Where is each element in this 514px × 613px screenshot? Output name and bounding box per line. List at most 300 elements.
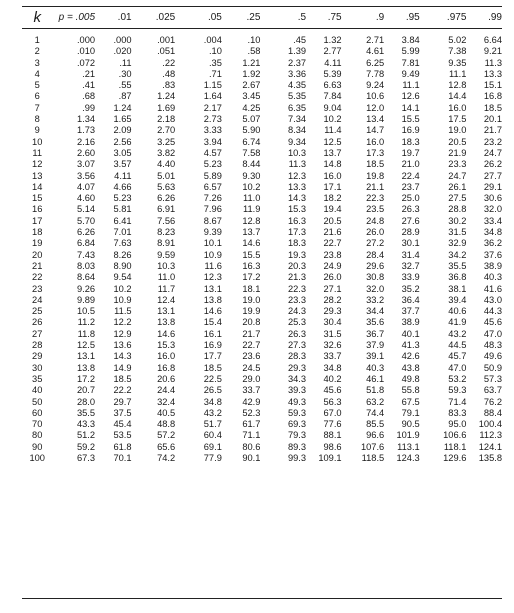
value-cell: 5.39: [323, 68, 342, 79]
value-cell: 6.26: [157, 193, 176, 204]
value-cell: .87: [118, 91, 132, 102]
value-cell: 56.3: [323, 396, 342, 407]
p-header: .9: [375, 11, 385, 23]
value-cell: 22.2: [113, 385, 132, 396]
value-cell: 74.2: [157, 452, 176, 463]
value-cell: 59.3: [448, 385, 467, 396]
table-row: [22, 442, 502, 453]
value-cell: 49.8: [401, 373, 420, 384]
value-cell: 60.4: [203, 430, 222, 441]
value-cell: 21.7: [242, 328, 261, 339]
value-cell: 15.1: [483, 80, 502, 91]
value-cell: 14.6: [242, 238, 261, 249]
value-cell: 17.2: [76, 373, 96, 384]
k-cell: 5: [34, 80, 40, 91]
k-cell: 3: [34, 57, 40, 68]
value-cell: 17.3: [366, 147, 385, 158]
k-cell: 6: [34, 91, 40, 102]
value-cell: 1.69: [157, 102, 176, 113]
value-cell: 10.2: [113, 283, 132, 294]
value-cell: 19.9: [242, 306, 261, 317]
value-cell: 26.3: [401, 204, 420, 215]
value-cell: 30.8: [366, 272, 385, 283]
value-cell: 101.9: [396, 430, 420, 441]
value-cell: 11.0: [243, 193, 261, 204]
value-cell: .35: [208, 57, 222, 68]
value-cell: 11.1: [448, 68, 467, 79]
value-cell: 37.6: [483, 249, 502, 260]
value-cell: 9.49: [401, 68, 420, 79]
value-cell: 107.6: [360, 441, 385, 452]
value-cell: 69.3: [287, 419, 307, 430]
value-cell: 13.8: [76, 362, 96, 373]
value-cell: 70.1: [113, 452, 132, 463]
value-cell: .001: [157, 35, 176, 45]
value-cell: 8.44: [242, 159, 261, 170]
k-cell: 17: [32, 215, 43, 226]
value-cell: 100.4: [478, 419, 502, 430]
k-cell: 28: [32, 340, 43, 351]
value-cell: 13.3: [287, 181, 307, 192]
value-cell: 13.3: [483, 68, 502, 79]
value-cell: 106.6: [443, 430, 467, 441]
value-cell: 50.9: [483, 362, 502, 373]
table-row: [22, 148, 502, 159]
value-cell: 8.91: [157, 238, 176, 249]
value-cell: 7.81: [401, 57, 420, 68]
k-cell: 25: [32, 306, 43, 317]
value-cell: 124.1: [478, 441, 502, 452]
value-cell: 17.3: [287, 227, 307, 238]
value-cell: 16.3: [287, 215, 307, 226]
value-cell: 45.7: [448, 351, 467, 362]
value-cell: 7.34: [287, 114, 307, 125]
value-cell: 14.9: [113, 362, 132, 373]
table-row: [22, 397, 502, 408]
value-cell: 13.4: [366, 114, 385, 125]
header-row: [22, 7, 502, 27]
value-cell: 1.32: [323, 35, 342, 45]
value-cell: 18.5: [203, 362, 222, 373]
value-cell: 37.9: [366, 340, 385, 351]
k-cell: 14: [32, 181, 43, 192]
value-cell: 7.56: [157, 215, 176, 226]
value-cell: 36.7: [366, 328, 385, 339]
table-row: [22, 69, 502, 80]
value-cell: .45: [293, 35, 307, 45]
value-cell: 4.35: [287, 80, 307, 91]
value-cell: 74.4: [366, 407, 385, 418]
value-cell: 7.38: [448, 46, 467, 57]
k-cell: 2: [34, 46, 40, 57]
value-cell: 20.3: [287, 260, 307, 271]
value-cell: .000: [76, 35, 96, 45]
value-cell: 3.57: [113, 159, 132, 170]
k-cell: 8: [34, 114, 40, 125]
value-cell: 1.65: [113, 114, 132, 125]
value-cell: 2.18: [157, 114, 176, 125]
value-cell: 30.1: [401, 238, 420, 249]
value-cell: .051: [157, 46, 176, 57]
value-cell: 19.7: [401, 147, 420, 158]
k-cell: 35: [32, 373, 43, 384]
value-cell: 13.1: [76, 351, 96, 362]
value-cell: 34.2: [448, 249, 467, 260]
value-cell: 42.6: [401, 351, 420, 362]
p-header: .25: [246, 11, 261, 23]
k-cell: 29: [32, 351, 43, 362]
value-cell: 27.5: [448, 193, 467, 204]
value-cell: 65.6: [157, 441, 176, 452]
value-cell: 28.2: [323, 294, 342, 305]
value-cell: 7.78: [366, 68, 385, 79]
value-cell: 90.5: [401, 419, 420, 430]
value-cell: 4.57: [203, 147, 222, 158]
value-cell: 28.4: [366, 249, 385, 260]
value-cell: 76.2: [483, 396, 502, 407]
value-cell: 24.9: [323, 260, 342, 271]
value-cell: 25.0: [401, 193, 420, 204]
bottom-rule: [22, 598, 502, 599]
k-cell: 22: [32, 272, 43, 283]
table-row: [22, 204, 502, 215]
value-cell: 18.5: [483, 102, 502, 113]
p-header: .5: [297, 11, 307, 23]
value-cell: 15.4: [203, 317, 222, 328]
value-cell: 24.7: [483, 147, 502, 158]
k-cell: 20: [32, 249, 43, 260]
value-cell: 23.6: [242, 351, 261, 362]
value-cell: 3.07: [76, 159, 96, 170]
value-cell: 53.2: [448, 373, 467, 384]
value-cell: 24.7: [448, 170, 467, 181]
table-row: [22, 374, 502, 385]
value-cell: 11.3: [288, 159, 307, 170]
value-cell: 11.7: [157, 283, 176, 294]
value-cell: 79.3: [287, 430, 307, 441]
value-cell: 12.6: [401, 91, 420, 102]
value-cell: 14.4: [448, 91, 467, 102]
value-cell: 21.0: [401, 159, 420, 170]
value-cell: 2.16: [76, 136, 96, 147]
table-row: [22, 329, 502, 340]
k-cell: 90: [32, 441, 43, 452]
value-cell: 37.7: [401, 306, 420, 317]
value-cell: 9.04: [323, 102, 342, 113]
table-row: [22, 91, 502, 102]
k-cell: 60: [32, 407, 43, 418]
value-cell: 35.5: [76, 407, 96, 418]
table-row: [22, 250, 502, 261]
value-cell: 15.3: [287, 204, 307, 215]
value-cell: 3.94: [203, 136, 222, 147]
value-cell: 1.64: [203, 91, 222, 102]
value-cell: 2.09: [113, 125, 132, 136]
value-cell: 53.5: [113, 430, 132, 441]
value-cell: 19.4: [323, 204, 342, 215]
value-cell: 20.5: [323, 215, 342, 226]
value-cell: 38.9: [483, 260, 502, 271]
value-cell: 10.6: [366, 91, 385, 102]
value-cell: 49.6: [483, 351, 502, 362]
value-cell: 12.8: [242, 215, 261, 226]
value-cell: 32.7: [401, 260, 420, 271]
value-cell: 21.3: [287, 272, 307, 283]
value-cell: 71.4: [448, 396, 467, 407]
value-cell: 17.1: [323, 181, 342, 192]
value-cell: 35.6: [366, 317, 385, 328]
value-cell: 7.58: [242, 147, 261, 158]
value-cell: 5.99: [401, 46, 420, 57]
value-cell: 71.1: [242, 430, 261, 441]
table-row: [22, 272, 502, 283]
value-cell: 41.3: [401, 340, 420, 351]
value-cell: 40.6: [448, 306, 467, 317]
value-cell: 8.26: [113, 249, 132, 260]
table-row: [22, 261, 502, 272]
value-cell: 1.73: [76, 125, 96, 136]
value-cell: 44.5: [448, 340, 467, 351]
value-cell: 27.1: [323, 283, 342, 294]
table-row: [22, 430, 502, 441]
value-cell: 6.26: [76, 227, 96, 238]
value-cell: 12.5: [323, 136, 342, 147]
p-header: .95: [405, 11, 420, 23]
value-cell: 18.5: [366, 159, 385, 170]
value-cell: 38.1: [448, 283, 467, 294]
value-cell: 90.1: [242, 452, 261, 463]
value-cell: 9.21: [483, 46, 502, 57]
value-cell: 5.81: [113, 204, 132, 215]
value-cell: 40.1: [401, 328, 420, 339]
value-cell: 28.8: [448, 204, 467, 215]
k-cell: 13: [32, 170, 43, 181]
value-cell: 20.6: [157, 373, 176, 384]
value-cell: 7.84: [323, 91, 342, 102]
value-cell: 49.3: [287, 396, 307, 407]
value-cell: 6.64: [483, 35, 502, 45]
value-cell: 29.3: [323, 306, 342, 317]
value-cell: 20.5: [448, 136, 467, 147]
table-row: [22, 114, 502, 125]
value-cell: 24.3: [287, 306, 307, 317]
k-header: k: [33, 8, 41, 26]
value-cell: 47.0: [483, 328, 502, 339]
value-cell: 6.57: [203, 181, 222, 192]
table-row: [22, 80, 502, 91]
value-cell: 12.0: [366, 102, 385, 113]
value-cell: 98.6: [323, 441, 342, 452]
value-cell: .21: [82, 68, 96, 79]
table-row: [22, 159, 502, 170]
value-cell: 12.3: [203, 272, 222, 283]
value-cell: 19.3: [287, 249, 307, 260]
value-cell: 9.54: [113, 272, 132, 283]
k-cell: 18: [32, 227, 43, 238]
value-cell: .83: [162, 80, 176, 91]
value-cell: 41.9: [448, 317, 467, 328]
k-cell: 80: [32, 430, 43, 441]
value-cell: 45.4: [113, 419, 132, 430]
value-cell: 22.5: [203, 373, 222, 384]
value-cell: 5.90: [242, 125, 261, 136]
value-cell: 33.9: [401, 272, 420, 283]
value-cell: 77.6: [323, 419, 342, 430]
value-cell: 11.5: [114, 306, 132, 317]
value-cell: 5.89: [203, 170, 222, 181]
value-cell: 6.63: [323, 80, 342, 91]
value-cell: 18.3: [287, 238, 307, 249]
value-cell: 23.8: [323, 249, 342, 260]
value-cell: 18.2: [323, 193, 342, 204]
value-cell: 24.5: [242, 362, 261, 373]
value-cell: 34.8: [323, 362, 342, 373]
value-cell: 13.1: [157, 306, 176, 317]
value-cell: 59.3: [287, 407, 307, 418]
value-cell: 11.0: [157, 272, 176, 283]
value-cell: 36.2: [483, 238, 502, 249]
value-cell: 13.7: [242, 227, 261, 238]
value-cell: 16.8: [157, 362, 176, 373]
value-cell: 13.7: [323, 147, 342, 158]
value-cell: 11.2: [77, 317, 96, 328]
k-cell: 1: [34, 35, 40, 45]
value-cell: 2.56: [113, 136, 132, 147]
value-cell: 112.3: [479, 430, 502, 441]
table-row: [22, 171, 502, 182]
value-cell: 19.0: [242, 294, 261, 305]
value-cell: 1.92: [242, 68, 261, 79]
value-cell: 16.0: [157, 351, 176, 362]
value-cell: 2.73: [203, 114, 222, 125]
value-cell: 29.3: [287, 362, 307, 373]
table-row: [22, 340, 502, 351]
value-cell: 11.6: [204, 260, 222, 271]
value-cell: 16.1: [203, 328, 222, 339]
value-cell: 5.02: [448, 35, 467, 45]
value-cell: 6.84: [76, 238, 96, 249]
value-cell: 33.7: [242, 385, 261, 396]
value-cell: 14.6: [203, 306, 222, 317]
value-cell: 11.1: [402, 80, 420, 91]
table-body: [22, 27, 502, 464]
k-cell: 12: [32, 159, 43, 170]
table-row: [22, 419, 502, 430]
value-cell: 63.7: [483, 385, 502, 396]
value-cell: 14.1: [401, 102, 420, 113]
k-cell: 4: [34, 68, 40, 79]
value-cell: 48.8: [157, 419, 176, 430]
value-cell: 3.25: [157, 136, 176, 147]
value-cell: 1.39: [287, 46, 307, 57]
value-cell: 22.4: [401, 170, 420, 181]
value-cell: 33.7: [323, 351, 342, 362]
value-cell: 85.5: [366, 419, 385, 430]
p-header: .025: [155, 11, 176, 23]
value-cell: 9.26: [76, 283, 96, 294]
value-cell: .48: [162, 68, 176, 79]
value-cell: 12.4: [157, 294, 176, 305]
value-cell: 5.70: [76, 215, 96, 226]
value-cell: 10.3: [287, 147, 307, 158]
value-cell: 5.14: [76, 204, 96, 215]
table-row: [22, 46, 502, 57]
value-cell: 2.17: [203, 102, 222, 113]
value-cell: 21.1: [366, 181, 385, 192]
value-cell: 16.9: [203, 340, 222, 351]
value-cell: 61.8: [113, 441, 132, 452]
k-cell: 70: [32, 419, 43, 430]
value-cell: 26.5: [203, 385, 222, 396]
value-cell: 89.3: [287, 441, 307, 452]
value-cell: .99: [82, 102, 96, 113]
value-cell: 30.4: [323, 317, 342, 328]
value-cell: 23.5: [366, 204, 385, 215]
value-cell: 32.6: [323, 340, 342, 351]
k-cell: 11: [32, 147, 43, 158]
value-cell: 43.2: [203, 407, 222, 418]
value-cell: 4.25: [242, 102, 261, 113]
p-header: .01: [117, 11, 132, 23]
value-cell: 45.6: [483, 317, 502, 328]
value-cell: 32.0: [483, 204, 502, 215]
table-row: [22, 137, 502, 148]
value-cell: 14.3: [287, 193, 307, 204]
value-cell: 52.3: [242, 407, 261, 418]
value-cell: 16.0: [448, 102, 467, 113]
value-cell: 4.11: [324, 57, 342, 68]
value-cell: 6.91: [157, 204, 176, 215]
value-cell: 3.82: [157, 147, 176, 158]
value-cell: 129.6: [443, 452, 467, 463]
value-cell: 135.8: [478, 452, 502, 463]
value-cell: 2.70: [157, 125, 176, 136]
value-cell: 63.2: [366, 396, 385, 407]
value-cell: 17.5: [448, 114, 467, 125]
value-cell: 12.9: [113, 328, 132, 339]
table-row: [22, 295, 502, 306]
value-cell: 24.4: [157, 385, 176, 396]
value-cell: 17.7: [203, 351, 222, 362]
value-cell: 10.3: [157, 260, 176, 271]
value-cell: 21.6: [323, 227, 342, 238]
value-cell: 3.56: [76, 170, 96, 181]
value-cell: 29.0: [242, 373, 261, 384]
value-cell: 46.1: [366, 373, 385, 384]
value-cell: 27.2: [366, 238, 385, 249]
value-cell: 8.67: [203, 215, 222, 226]
value-cell: 18.3: [401, 136, 420, 147]
value-cell: 118.5: [361, 452, 385, 463]
value-cell: 67.0: [323, 407, 342, 418]
value-cell: 61.7: [242, 419, 261, 430]
value-cell: 8.64: [76, 272, 96, 283]
value-cell: 32.4: [157, 396, 176, 407]
value-cell: 30.6: [483, 193, 502, 204]
value-cell: 5.63: [157, 181, 176, 192]
value-cell: 2.77: [323, 46, 342, 57]
percentile-table: [22, 7, 502, 464]
table-row: [22, 385, 502, 396]
value-cell: 27.6: [401, 215, 420, 226]
value-cell: 16.0: [366, 136, 385, 147]
value-cell: 51.8: [366, 385, 385, 396]
value-cell: 12.3: [287, 170, 307, 181]
k-cell: 40: [32, 385, 43, 396]
value-cell: 32.0: [366, 283, 385, 294]
table-row: [22, 317, 502, 328]
value-cell: 19.0: [448, 125, 467, 136]
